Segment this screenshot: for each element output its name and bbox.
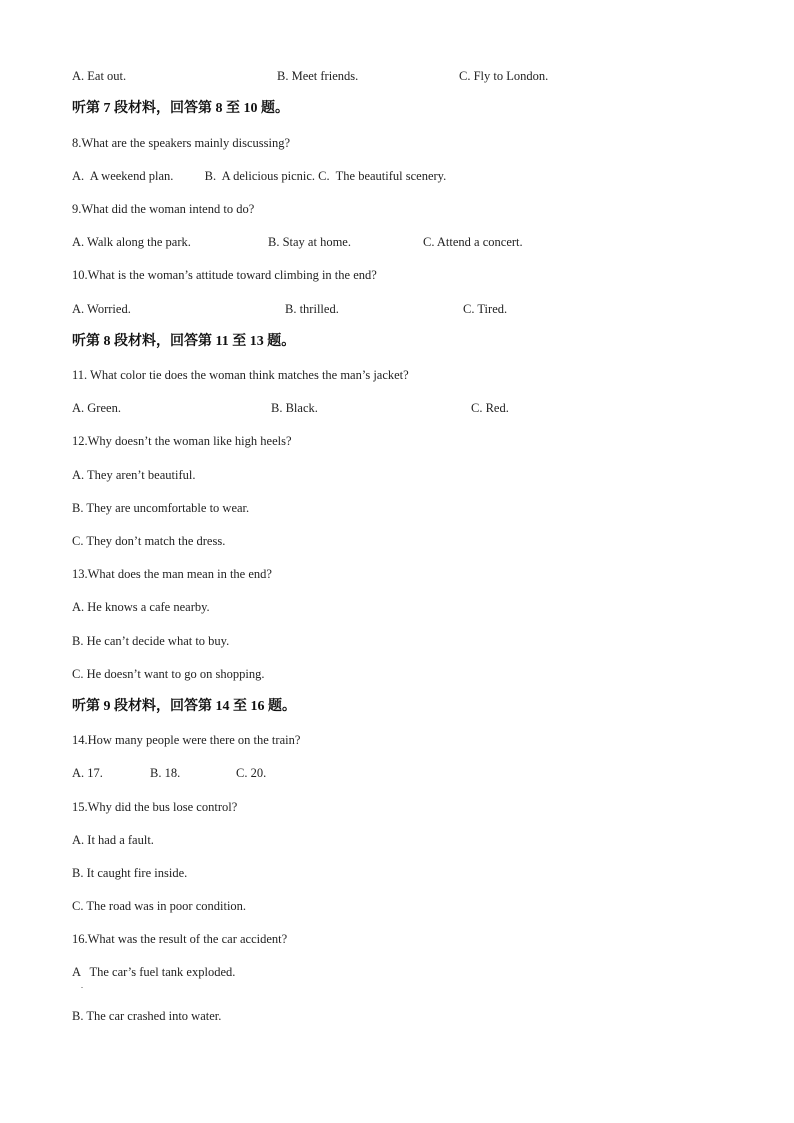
question-9: 9.What did the woman intend to do?: [72, 202, 255, 216]
q14-option-b: B. 18.: [150, 766, 181, 780]
q15-option-c: C. The road was in poor condition.: [72, 899, 247, 913]
q14-option-c: C. 20.: [236, 766, 267, 780]
question-14: 14.How many people were there on the train?: [72, 733, 301, 747]
q7-option-c: C. Fly to London.: [459, 69, 549, 83]
q12-option-c: C. They don’t match the dress.: [72, 534, 226, 548]
question-12: 12.Why doesn’t the woman like high heels?: [72, 434, 292, 448]
q8-options: A. A weekend plan. B. A delicious picnic. C. The beautiful scenery.: [72, 169, 447, 183]
q11-option-c: C. Red.: [471, 401, 509, 415]
question-8: 8.What are the speakers mainly discussing?: [72, 136, 290, 150]
q15-option-b: B. It caught fire inside.: [72, 866, 188, 880]
q9-option-b: B. Stay at home.: [268, 235, 351, 249]
question-11: 11. What color tie does the woman think matches the man’s jacket?: [72, 368, 409, 382]
q13-option-a: A. He knows a cafe nearby.: [72, 600, 210, 614]
q16-option-b: B. The car crashed into water.: [72, 1009, 222, 1023]
q9-option-c: C. Attend a concert.: [423, 235, 523, 249]
question-16: 16.What was the result of the car accident?: [72, 932, 288, 946]
q14-option-a: A. 17.: [72, 766, 103, 780]
q11-option-a: A. Green.: [72, 401, 121, 415]
q15-option-a: A. It had a fault.: [72, 833, 154, 847]
q7-option-b: B. Meet friends.: [277, 69, 359, 83]
section-heading-8: 听第 8 段材料，回答第 11 至 13 题。: [72, 334, 296, 349]
q7-option-a: A. Eat out.: [72, 69, 127, 83]
question-13: 13.What does the man mean in the end?: [72, 567, 272, 581]
q12-option-a: A. They aren’t beautiful.: [72, 468, 196, 482]
question-10: 10.What is the woman’s attitude toward climbing in the end?: [72, 268, 377, 282]
q10-option-a: A. Worried.: [72, 302, 131, 316]
q16-option-a: A The car’s fuel tank exploded.: [72, 965, 236, 979]
q9-option-a: A. Walk along the park.: [72, 235, 191, 249]
question-15: 15.Why did the bus lose control?: [72, 800, 238, 814]
q10-option-c: C. Tired.: [463, 302, 508, 316]
q13-option-b: B. He can’t decide what to buy.: [72, 634, 230, 648]
q10-option-b: B. thrilled.: [285, 302, 339, 316]
q13-option-c: C. He doesn’t want to go on shopping.: [72, 667, 265, 681]
section-heading-7: 听第 7 段材料，回答第 8 至 10 题。: [72, 101, 289, 116]
section-heading-9: 听第 9 段材料，回答第 14 至 16 题。: [72, 699, 296, 714]
q12-option-b: B. They are uncomfortable to wear.: [72, 501, 250, 515]
q11-option-b: B. Black.: [271, 401, 318, 415]
q16-option-a-dot: .: [81, 981, 83, 990]
